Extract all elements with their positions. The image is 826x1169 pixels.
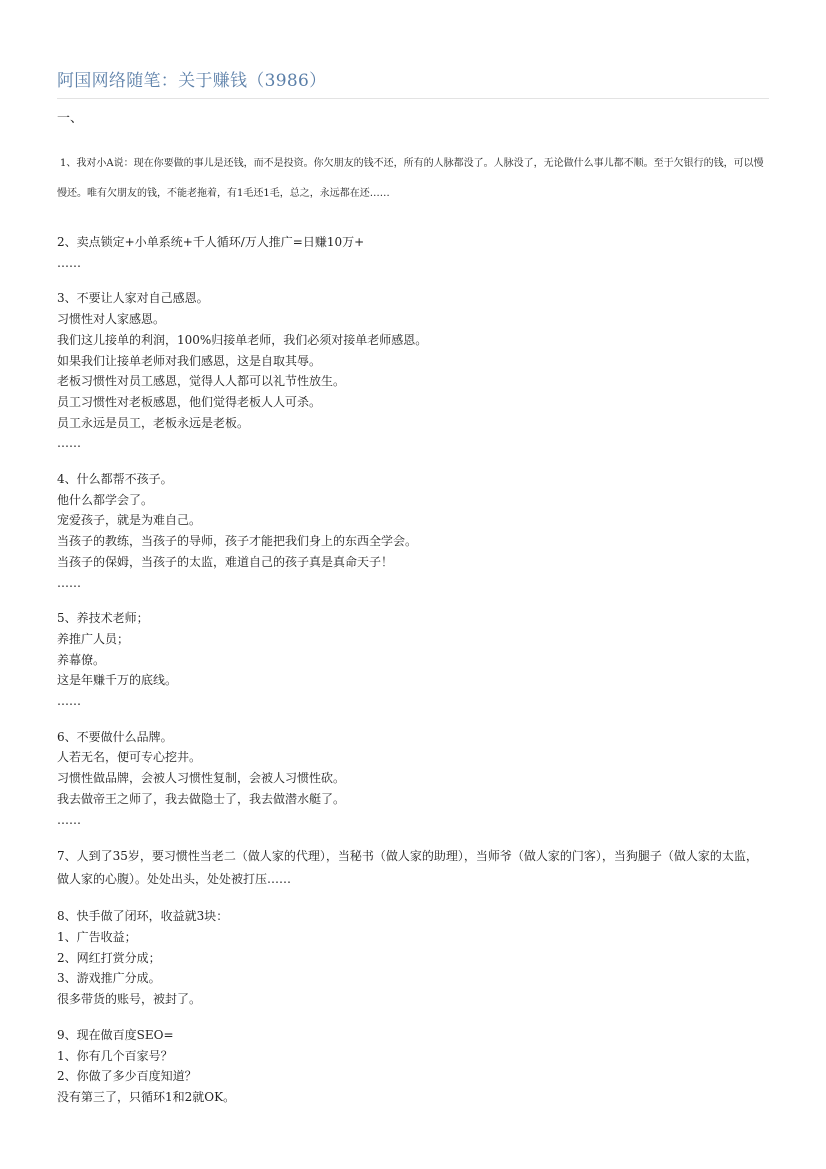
text-line: 习惯性做品牌，会被人习惯性复制，会被人习惯性砍。 <box>57 771 346 786</box>
section-heading: 一、 <box>57 111 84 126</box>
text-line: …… <box>57 694 81 709</box>
text-line: 2、卖点锁定+小单系统+千人循环/万人推广=日赚10万+ <box>57 235 365 249</box>
text-block <box>57 608 769 712</box>
text-line: 很多带货的账号，被封了。 <box>57 992 202 1007</box>
text-line: 我去做帝王之师了，我去做隐士了，我去做潜水艇了。 <box>57 791 346 806</box>
text-line: 5、养技术老师； <box>57 611 149 626</box>
text-line: 当孩子的教练，当孩子的导师，孩子才能把我们身上的东西全学会。 <box>57 534 418 549</box>
text-line: 4、什么都帮不孩子。 <box>57 472 173 487</box>
text-block <box>57 845 769 891</box>
text-line: 1、广告收益； <box>57 929 137 944</box>
text-line: 1、你有几个百家号？ <box>57 1048 173 1063</box>
text-line: …… <box>57 436 81 451</box>
text-block <box>57 727 769 831</box>
text-line: 人若无名，便可专心挖井。 <box>57 750 202 765</box>
text-line: 9、现在做百度SEO= <box>57 1027 174 1042</box>
text-line: 3、不要让人家对自己感恩。 <box>57 291 209 306</box>
text-line: 习惯性对人家感恩。 <box>57 312 166 327</box>
text-line: 如果我们让接单老师对我们感恩，这是自取其辱。 <box>57 353 322 368</box>
document-title: 阿国网络随笔：关于赚钱（3986） <box>57 71 327 91</box>
text-line: …… <box>57 255 81 270</box>
text-block <box>57 288 769 454</box>
text-line: 这是年赚千万的底线。 <box>57 673 178 688</box>
text-block <box>57 232 769 273</box>
text-line: 养幕僚。 <box>57 652 106 667</box>
document-body <box>57 232 769 1108</box>
text-line: 3、游戏推广分成。 <box>57 971 161 986</box>
text-block <box>57 906 769 1010</box>
text-block <box>57 1025 769 1108</box>
section-paragraph: 1、我对小A说：现在你要做的事儿是还钱，而不是投资。你欠朋友的钱不还，所有的人脉都没了。人脉没了，无论做什么事儿都不顺。至于欠银行的钱，可以慢慢还。唯有欠朋友的钱，不能老拖着，有1毛还1毛，总之，永远都在还…… <box>57 158 764 199</box>
text-line: 8、快手做了闭环，收益就3块： <box>57 909 229 924</box>
text-line: 员工永远是员工，老板永远是老板。 <box>57 415 250 430</box>
text-line: 7、人到了35岁，要习惯性当老二（做人家的代理），当秘书（做人家的助理），当师爷（做人家的门客），当狗腿子（做人家的太监，做人家的心腹）。处处出头，处处被打压…… <box>57 849 758 887</box>
text-line: 没有第三了，只循环1和2就OK。 <box>57 1089 236 1104</box>
text-line: …… <box>57 575 81 590</box>
text-line: 我们这儿接单的利润，100%归接单老师，我们必须对接单老师感恩。 <box>57 332 428 347</box>
text-line: 宠爱孩子，就是为难自己。 <box>57 513 202 528</box>
text-line: 养推广人员； <box>57 631 130 646</box>
text-line: 他什么都学会了。 <box>57 492 154 507</box>
text-line: 员工习惯性对老板感恩，他们觉得老板人人可杀。 <box>57 394 322 409</box>
text-block <box>57 469 769 593</box>
text-line: 6、不要做什么品牌。 <box>57 729 173 744</box>
text-line: 2、你做了多少百度知道？ <box>57 1069 197 1084</box>
text-line: 老板习惯性对员工感恩，觉得人人都可以礼节性放生。 <box>57 374 346 389</box>
text-line: 2、网红打赏分成； <box>57 950 161 965</box>
text-line: 当孩子的保姆，当孩子的太监，难道自己的孩子真是真命天子！ <box>57 554 394 569</box>
title-divider <box>57 98 769 99</box>
text-line: …… <box>57 812 81 827</box>
